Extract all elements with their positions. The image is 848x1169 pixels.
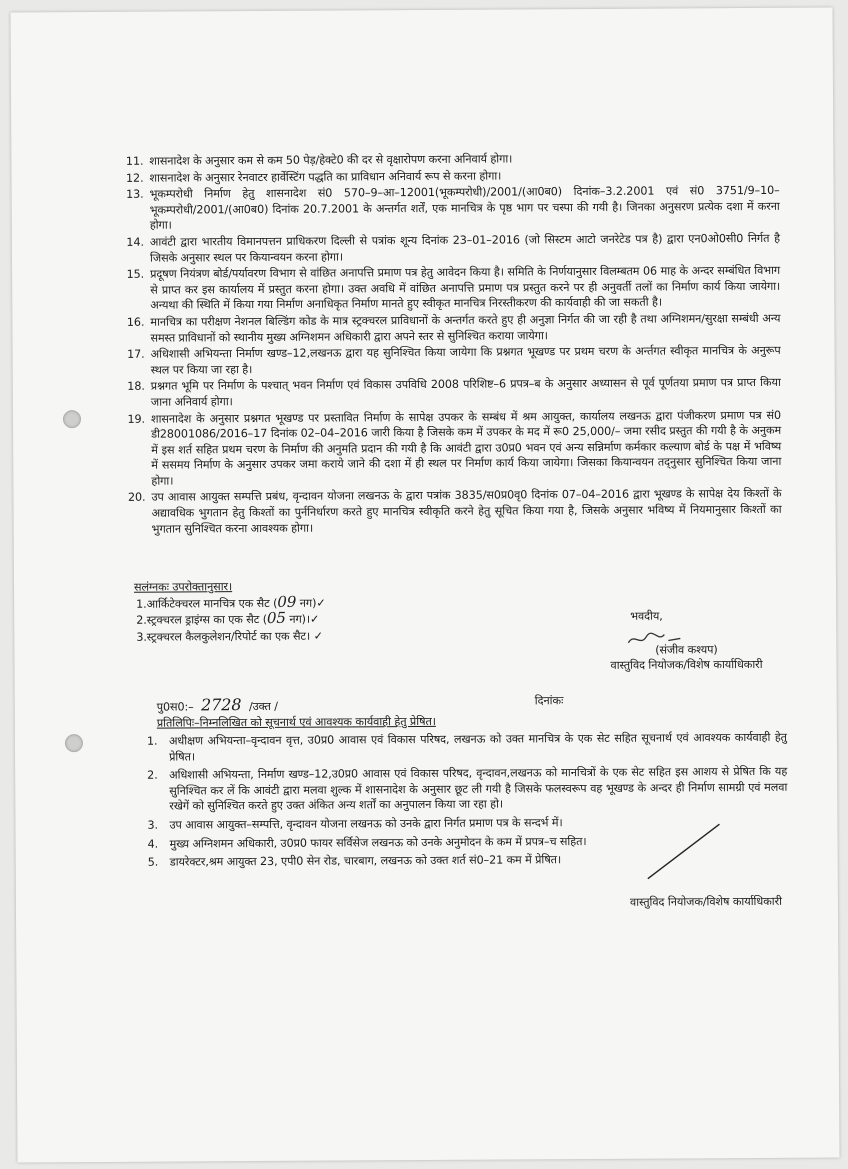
enclosure-suffix: नग)।✓ [289, 612, 320, 627]
condition-number: 11. [125, 154, 144, 168]
enclosures [134, 577, 654, 646]
enclosure-suffix: नग)✓ [299, 596, 326, 610]
enclosure-text: 3.स्ट्रक्चरल कैलकुलेशन/रिपोर्ट का एक सैट। [136, 629, 311, 644]
date-label: दिनांकः [534, 694, 564, 708]
enclosures-heading: सलंग्नकः उपरोक्तानुसार। [133, 580, 233, 594]
condition-item [116, 231, 780, 266]
copy-item [147, 764, 787, 815]
condition-text: उप आवास आयुक्त सम्पत्ति प्रबंध, वृन्दावन योजना लखनऊ के द्वारा पत्रांक 3835/स0प्र0वृ0 दिनांक 07–04–2016 द्वारा भूखण्ड के सापेक्ष देय किश्तों के अद्यावधिक भुगतान हेतु किश्तों का पुर्ननिर्धारण करते हुए मानचित्र स्वीकृति करने हेतु सूचित किया गया है, जिसके अनुसार भविष्य में नियमानुसार किश्तों का भुगतान सुनिश्चित करना आवश्यक होगा। [151, 487, 782, 536]
condition-text: शासनादेश के अनुसार रेनवाटर हार्वेस्टिंग पद्धति का प्राविधान अनिवार्य रूप से करना होगा। [149, 169, 502, 185]
condition-text: शासनादेश के अनुसार कम से कम 50 पेड़/हेक्टे0 की दर से वृक्षारोपण करना अनिवार्य होगा। [149, 152, 513, 168]
condition-text: शासनादेश के अनुसार प्रश्नगत भूखण्ड पर प्रस्तावित निर्माण के सापेक्ष उपकर के सम्बंध में श्रम आयुक्त, कार्यालय लखनऊ द्वारा पंजीकरण प्रमाण पत्र सं0 डी28001086/2016–17 दिनांक 02–04–2016 जारी किया है जिसके कम में उपकर के मद में रू0 25,000/– जमा रसीद प्रस्तुत की गयी है के अनुकम में इस शर्त सहित प्रथम चरण के निर्माण की अनुमति प्रदान की गयी है कि आवंटी द्वारा उ0प्र0 भवन एवं अन्य सन्निर्माण कर्मकार कल्याण बोर्ड के पक्ष में भविष्य में ससमय निर्माण के अनुसार उपकर जमा कराये जाने की दशा में ही स्थल पर निर्माण कार्य किया जायेगा। जिसका कियान्वयन तद्नुसार सुनिश्चित किया जाना होगा। [150, 408, 782, 488]
signatory-block [586, 642, 786, 673]
enclosure-suffix: ✓ [313, 629, 323, 643]
condition-text: प्रश्नगत भूमि पर निर्माण के पश्चात् भवन निर्माण एवं विकास उपविधि 2008 परिशिष्ट–6 प्रपत्र–ब के अनुसार अध्यासन से पूर्व पूर्णतया प्रमाण पत्र प्राप्त किया जाना अनिवार्य होगा। [150, 376, 781, 409]
condition-number: 14. [126, 235, 144, 249]
document-page [10, 8, 839, 1163]
conditions-list [115, 150, 781, 538]
condition-number: 12. [125, 171, 144, 185]
condition-text: भूकम्परोधी निर्माण हेतु शासनादेश सं0 570–9–आ–12001(भूकम्परोधी)/2001/(आ0ब0) दिनांक–3.2.2001 एवं सं0 3751/9–10–भूकम्परोधी/2001/(आ0ब0) दिनांक 20.7.2001 के अन्तर्गत शर्तें, एक मानचित्र के पृष्ठ भाग पर चस्पा की गयी है। जिनका अनुसरण प्रत्येक दशा में करना होगा। [149, 184, 780, 233]
condition-item [117, 407, 781, 489]
condition-item [116, 311, 780, 346]
condition-text: मानचित्र का परीक्षण नेशनल बिल्डिंग कोड के मात्र स्ट्रक्चरल प्राविधानों के अन्तर्गत करते हुए ही अनुज्ञा निर्गत की जा रही है तथा अग्निशमन/सुरक्षा सम्बंधी अन्य समस्त प्राविधानों को स्थानीय मुख्य अग्निशमन अधिकारी द्वारा अपने स्तर से सुनिश्चित कराया जायेगा। [150, 311, 781, 345]
condition-text: अधिशासी अभियन्ता निर्माण खण्ड–12,लखनऊ द्वारा यह सुनिश्चित किया जायेगा कि प्रश्नगत भूखण्ड पर प्रथम चरण के अर्न्तगत स्वीकृत मानचित्र के अनुरूप स्थल पर किया जा रहा है। [150, 343, 781, 377]
condition-item [116, 263, 780, 314]
copy-heading: प्रतिलिपिः–निम्नलिखित को सूचनार्थ एवं आवश्यक कार्यवाही हेतु प्रेषित। [156, 714, 436, 730]
punch-hole [65, 734, 83, 752]
condition-text: आवंटी द्वारा भारतीय विमानपत्तन प्राधिकरण दिल्ली से पत्रांक शून्य दिनांक 23–01–2016 (जो सिस्टम आटो जनरेटेड पत्र है) द्वारा एन0ओ0सी0 निर्गत है जिसके अनुसार स्थल पर कियान्वयन करना होगा। [149, 231, 780, 265]
punch-hole [63, 410, 81, 428]
copy-number: 5. [147, 855, 159, 869]
signatory2-designation: वास्तुविद नियोजक/विशेष कार्याधिकारी [629, 894, 782, 909]
copy-item [147, 730, 787, 765]
copy-text: उप आवास आयुक्त–सम्पत्ति, वृन्दावन योजना लखनऊ को उनके द्वारा निर्गत प्रमाण पत्र के सन्दर्भ में। [169, 816, 563, 832]
copy-text: मुख्य अग्निशमन अधिकारी, उ0प्र0 फायर सर्विसेज लखनऊ को उनके अनुमोदन के कम में प्रपत्र–च सहित। [169, 834, 587, 851]
reference-prefix: पु0स0:– [156, 700, 194, 714]
enclosure-item [136, 625, 654, 645]
condition-number: 19. [127, 412, 146, 426]
copy-text: अधिशासी अभियन्ता, निर्माण खण्ड–12,उ0प्र0 आवास एवं विकास परिषद, वृन्दावन,लखनऊ को मानचित्रों के एक सेट सहित इस आशय से प्रेषित कि यह सुनिश्चित कर लें कि आवंटी द्वारा मलवा शुल्क में शासनादेश के अनुसार छूट ली गयी है जिसके फलस्वरूप वह भूखण्ड के अन्दर ही निर्माण सामग्री एवं मलवा रखेगें को सुनिश्चित करते हुए उक्त अंकित अन्य शर्तों का अनुपालन किया जा रहा हो। [169, 764, 788, 813]
condition-number: 13. [126, 187, 144, 202]
signatory-name: (संजीव कश्यप) [655, 643, 718, 657]
copy-number: 3. [147, 818, 158, 832]
condition-number: 17. [127, 347, 145, 361]
enclosure-text: 1.आर्किटेक्चरल मानचित्र एक सैट ( [136, 596, 278, 611]
condition-item [117, 343, 781, 378]
reference-number: 2728 [201, 695, 242, 715]
condition-item [117, 486, 781, 537]
copy-number: 1. [146, 734, 158, 748]
condition-number: 15. [126, 267, 145, 281]
condition-number: 16. [126, 315, 145, 329]
copy-text: डायरेक्टर,श्रम आयुक्त 23, एपी0 सेन रोड, चारबाग, लखनऊ को उक्त शर्त सं0–21 कम में प्रेषित। [169, 853, 562, 869]
enclosure-text: 2.स्ट्रक्चरल ड्राइंग्स का एक सैट ( [136, 613, 267, 627]
condition-number: 18. [127, 380, 145, 394]
reference-suffix: /उक्त / [248, 699, 278, 714]
condition-item [117, 375, 781, 410]
enclosure-count: 05 [266, 609, 286, 628]
reference-line [157, 694, 777, 715]
copy-number: 2. [147, 768, 158, 782]
closing-salutation: भवदीय, [630, 609, 663, 623]
condition-item [116, 183, 780, 234]
copy-text: अधीक्षण अभियन्ता–वृन्दावन वृत्त, उ0प्र0 आवास एवं विकास परिषद, लखनऊ को उक्त मानचित्र के एक सेट सहित सूचनार्थ एवं आवश्यक कार्यवाही हेतु प्रेषित। [168, 730, 787, 764]
condition-number: 20. [127, 491, 146, 505]
condition-text: प्रदूषण नियंत्रण बोर्ड/पर्यावरण विभाग से वांछित अनापत्ति प्रमाण पत्र हेतु आवेदन किया है। समिति के निर्णयानुसार विलम्बतम 06 माह के अन्दर सम्बंधित विभाग से प्राप्त कर इस कार्यालय में प्रस्तुत करना होगा। उक्त अवधि में वांछित अनापत्ति प्रमाण पत्र प्रस्तुत करने पर ही अनुवर्ती तलों का निर्माण कार्य किया जायेगा। अन्यथा की स्थिति में किया गया निर्माण अनाधिकृत निर्माण मानते हुए स्वीकृत मानचित्र निरस्तीकरण की कार्यवाही की जा सकती है। [150, 263, 781, 313]
copy-number: 4. [147, 837, 159, 851]
signatory-designation: वास्तुविद नियोजक/विशेष कार्याधिकारी [610, 657, 763, 672]
signature-stroke [643, 820, 723, 882]
enclosure-count: 09 [277, 592, 297, 611]
